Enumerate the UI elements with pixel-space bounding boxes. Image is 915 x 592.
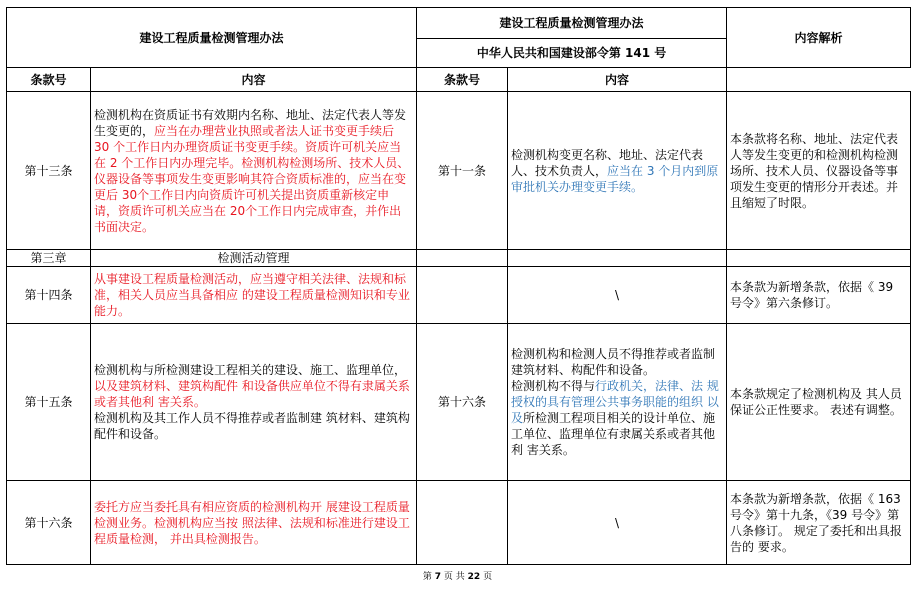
new-text-blue: 行政机关，法律、法 规授权的具有管理公共事务职能的组织 以及 [511,379,719,425]
content-header-2: 内容 [508,68,727,92]
new-clause-content [508,92,727,250]
old-text-black-2: 检测机构及其工作人员不得推荐或者监制建 筑材料、建筑构配件和设备。 [94,411,410,441]
total-pages: 22 [467,572,481,582]
old-clause-content [91,324,417,481]
new-text-black-3: 所检测工程项目相关的设计单位、施 工单位、监理单位有隶属关系或者其他利 害关系。 [511,411,716,457]
table-row [7,92,911,250]
analysis-header: 内容解析 [727,8,911,68]
old-clause-content: 委托方应当委托具有相应资质的检测机构开 展建设工程质量检测业务。检测机构应当按 照法律、法规和标准进行建设工程质量检测， 并出具检测报告。 [91,481,417,565]
new-clause-absent: \ [508,481,727,565]
content-header: 内容 [91,68,417,92]
chapter-title: 检测活动管理 [91,250,417,267]
old-text-black: 检测机构在资质证书有效期内名称、地址、法定代表人等发生变更的， [94,107,407,138]
old-text-red: 以及建筑材料、建筑构配件 和设备供应单位不得有隶属关系或者其他利 害关系。 [94,379,410,409]
chapter-row [7,250,911,267]
old-text-black: 检测机构与所检测建设工程相关的建设、施工、监理单位， [94,363,407,377]
old-clause-no: 第十六条 [7,481,91,565]
chapter-no: 第三章 [7,250,91,267]
analysis-content: 本条款为新增条款，依据《 39 号令》第六条修订。 [727,267,911,324]
old-regulation-title: 建设工程质量检测管理办法 [7,8,417,68]
old-clause-no: 第十五条 [7,324,91,481]
analysis-content: 本条款为新增条款，依据《 163 号令》第十九条，《39 号令》第八条修订。 规定了委托和出具报告的 要求。 [727,481,911,565]
new-clause-no: 第十六条 [417,324,508,481]
clause-no-header: 条款号 [7,68,91,92]
old-clause-content [91,92,417,250]
table-row [7,324,911,481]
old-clause-no: 第十四条 [7,267,91,324]
table-row [7,267,911,324]
comparison-table [6,7,911,565]
new-text-black-2: 检测机构不得与 [511,379,596,393]
new-clause-content [508,324,727,481]
new-text-black: 检测机构和检测人员不得推荐或者监制建筑材料、构配件和设备。 [511,347,716,377]
page-footer: 第 7 页 共 22 页 [422,572,493,582]
new-text-blue: 应当在 3 个月内到原审批机关办理变更手续。 [511,163,719,194]
new-clause-no: 第十一条 [417,92,508,250]
current-page: 7 [434,572,442,582]
analysis-content: 本条款将名称、地址、法定代表人等发生变更的和检测机构检测场所、技术人员、仪器设备等事项发生变更的情形分开表述。并且缩短了时限。 [727,92,911,250]
clause-no-header-2: 条款号 [417,68,508,92]
old-clause-no: 第十三条 [7,92,91,250]
table-row [7,481,911,565]
new-clause-absent: \ [508,267,727,324]
new-regulation-title: 建设工程质量检测管理办法 [417,8,727,39]
old-clause-content: 从事建设工程质量检测活动，应当遵守相关法律、法规和标准，相关人员应当具备相应 的建设工程质量检测知识和专业能力。 [91,267,417,324]
analysis-content: 本条款规定了检测机构及 其人员保证公正性要求。 表述有调整。 [727,324,911,481]
old-text-red: 应当在办理营业执照或者法人证书变更手续后 30 个工作日内办理资质证书变更手续。资质许可机关应当在 2 个工作日内办理完毕。检测机构检测场所、技术人员、仪器设备等事项发生变更影响其符合资质标准的，应当在变更后 30个工作日内向资质许可机关提出资质重新核定申请，资质许可机关应当在 20个工作日内完成审查，并作出书面决定。 [94,123,410,234]
new-regulation-subtitle: 中华人民共和国建设部令第 141 号 [417,39,727,68]
new-text-black: 检测机构变更名称、地址、法定代表人、技术负责人， [511,147,704,178]
